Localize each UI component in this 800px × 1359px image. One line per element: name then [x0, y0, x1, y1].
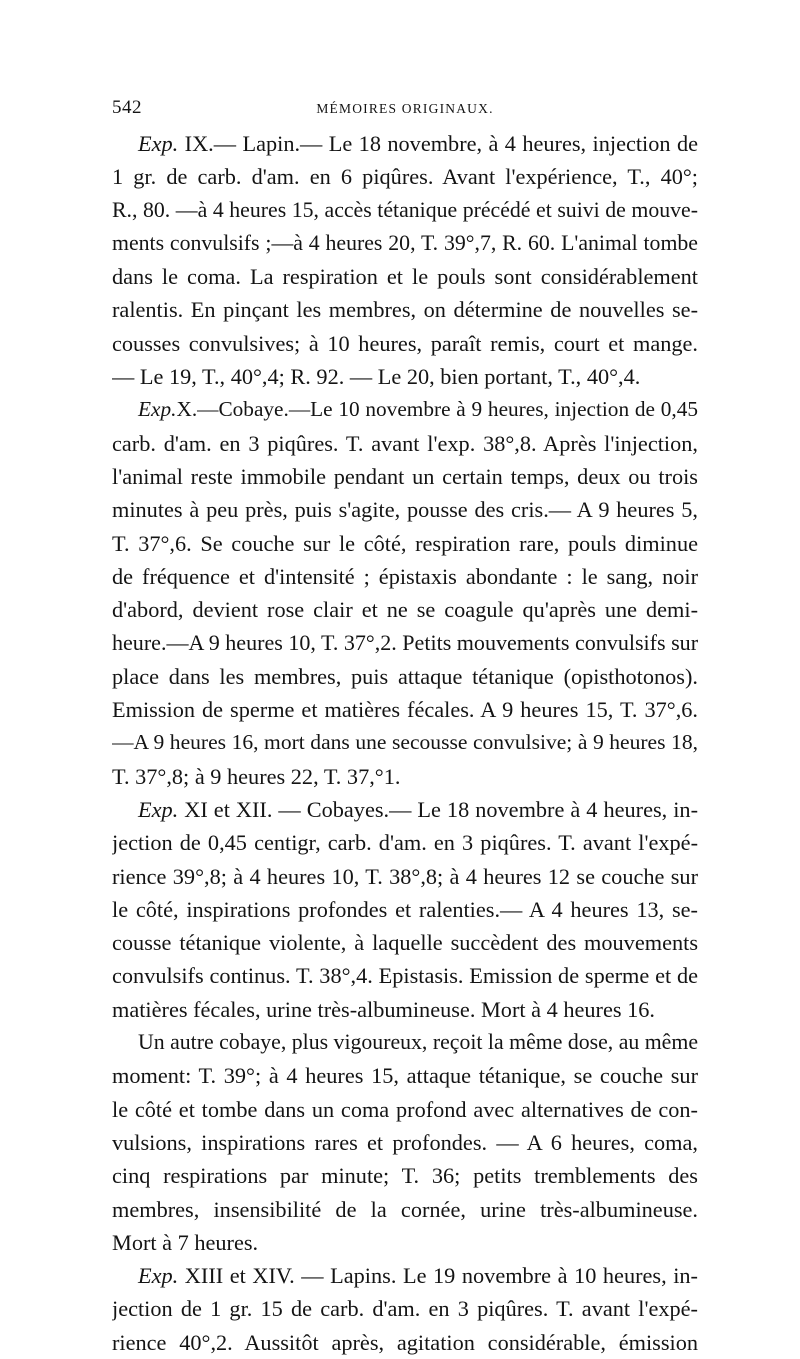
line-text: minutes à peu près, puis s'agite, pousse des cris.— A 9 heures 5,: [112, 497, 698, 523]
line-text: X.—Cobaye.—Le 10 novembre à 9 heures, injection de 0,45: [176, 397, 698, 422]
exp-label: Exp.: [138, 1263, 179, 1289]
line-text: convulsifs continus. T. 38°,4. Epistasis. Emission de sperme et de: [112, 963, 698, 989]
text-line: [112, 560, 698, 593]
text-line: [112, 1326, 698, 1359]
text-line: [112, 493, 698, 526]
text-line: [112, 393, 698, 426]
text-line: [112, 460, 698, 493]
line-text: R., 80. —à 4 heures 15, accès tétanique précédé et suivi de mouve-: [112, 197, 698, 222]
line-text: jection de 0,45 centigr, carb. d'am. en 3 piqûres. T. avant l'expé-: [112, 830, 698, 856]
line-text: — Le 19, T., 40°,4; R. 92. — Le 20, bien portant, T., 40°,4.: [112, 364, 641, 390]
text-line: [112, 527, 698, 560]
line-text: 1 gr. de carb. d'am. en 6 piqûres. Avant l'expérience, T., 40°;: [112, 164, 698, 190]
line-text: de fréquence et d'intensité ; épistaxis abondante : le sang, noir: [112, 563, 698, 589]
line-text: cinq respirations par minute; T. 36; petits tremblements des: [112, 1163, 698, 1189]
line-text: moment: T. 39°; à 4 heures 15, attaque tétanique, se couche sur: [112, 1063, 698, 1089]
line-text: heure.—A 9 heures 10, T. 37°,2. Petits mouvements convulsifs sur: [112, 630, 698, 656]
text-line: [112, 194, 698, 227]
line-text: T. 37°,8; à 9 heures 22, T. 37,°1.: [112, 763, 401, 789]
body-text: [112, 127, 698, 1359]
exp-label: Exp.: [138, 796, 179, 822]
text-line: [112, 1226, 698, 1259]
text-line: [112, 793, 698, 826]
line-text: rience 40°,2. Aussitôt après, agitation considérable, émission: [112, 1329, 698, 1355]
text-line: [112, 1026, 698, 1059]
text-line: [112, 160, 698, 193]
text-line: [112, 327, 698, 360]
exp-label: Exp.: [138, 131, 179, 156]
text-line: [112, 1292, 698, 1325]
text-line: [112, 660, 698, 693]
line-text: ralentis. En pinçant les membres, on détermine de nouvelles se-: [112, 297, 698, 323]
text-line: [112, 693, 698, 726]
line-text: Emission de sperme et matières fécales. A 9 heures 15, T. 37°,6.: [112, 697, 698, 723]
text-line: [112, 860, 698, 893]
line-text: dans le coma. La respiration et le pouls sont considérablement: [112, 264, 698, 290]
line-text: IX.— Lapin.— Le 18 novembre, à 4 heures, injection de: [178, 131, 698, 156]
running-head: MÉMOIRES ORIGINAUX.: [316, 101, 494, 116]
text-line: [112, 360, 698, 393]
text-line: [112, 926, 698, 959]
line-text: vulsions, inspirations rares et profondes. — A 6 heures, coma,: [112, 1129, 698, 1155]
line-text: rience 39°,8; à 4 heures 10, T. 38°,8; à 4 heures 12 se couche sur: [112, 863, 698, 889]
exp-label: Exp.: [138, 397, 177, 422]
line-text: XI et XII. — Cobayes.— Le 18 novembre à 4 heures, in-: [178, 796, 698, 822]
line-text: l'animal reste immobile pendant un certain temps, deux ou trois: [112, 463, 698, 489]
line-text: d'abord, devient rose clair et ne se coagule qu'après une demi-: [112, 597, 698, 623]
text-line: [112, 1193, 698, 1226]
text-line: [112, 993, 698, 1026]
line-text: T. 37°,6. Se couche sur le côté, respiration rare, pouls diminue: [112, 530, 698, 556]
text-line: [112, 1159, 698, 1192]
line-text: cousses convulsives; à 10 heures, paraît remis, court et mange.: [112, 330, 698, 356]
line-text: carb. d'am. en 3 piqûres. T. avant l'exp. 38°,8. Après l'injection,: [112, 430, 698, 456]
text-line: [112, 1126, 698, 1159]
text-line: [112, 1259, 698, 1292]
page-header: [112, 96, 698, 120]
text-line: [112, 826, 698, 859]
text-line: [112, 959, 698, 992]
line-text: ments convulsifs ;—à 4 heures 20, T. 39°,7, R. 60. L'animal tombe: [112, 230, 698, 255]
text-line: [112, 260, 698, 293]
page-number: 542: [112, 97, 142, 118]
line-text: Un autre cobaye, plus vigoureux, reçoit la même dose, au même: [138, 1030, 698, 1055]
text-line: [112, 760, 698, 793]
text-line: [112, 893, 698, 926]
line-text: jection de 1 gr. 15 de carb. d'am. en 3 piqûres. T. avant l'expé-: [112, 1296, 698, 1322]
line-text: Mort à 7 heures.: [112, 1229, 259, 1255]
line-text: matières fécales, urine très-albumineuse. Mort à 4 heures 16.: [112, 996, 655, 1022]
line-text: XIII et XIV. — Lapins. Le 19 novembre à 10 heures, in-: [178, 1263, 698, 1289]
line-text: —A 9 heures 16, mort dans une secousse convulsive; à 9 heures 18,: [112, 730, 698, 755]
text-line: [112, 427, 698, 460]
text-line: [112, 626, 698, 659]
text-line: [112, 726, 698, 759]
line-text: cousse tétanique violente, à laquelle succèdent des mouvements: [112, 930, 698, 956]
text-line: [112, 1059, 698, 1092]
text-line: [112, 227, 698, 260]
line-text: le côté et tombe dans un coma profond avec alternatives de con-: [112, 1096, 698, 1122]
line-text: le côté, inspirations profondes et ralenties.— A 4 heures 13, se-: [112, 896, 698, 922]
line-text: membres, insensibilité de la cornée, urine très-albumineuse.: [112, 1196, 698, 1222]
line-text: place dans les membres, puis attaque tétanique (opisthotonos).: [112, 663, 698, 689]
text-line: [112, 127, 698, 160]
text-line: [112, 1093, 698, 1126]
text-line: [112, 293, 698, 326]
text-line: [112, 593, 698, 626]
